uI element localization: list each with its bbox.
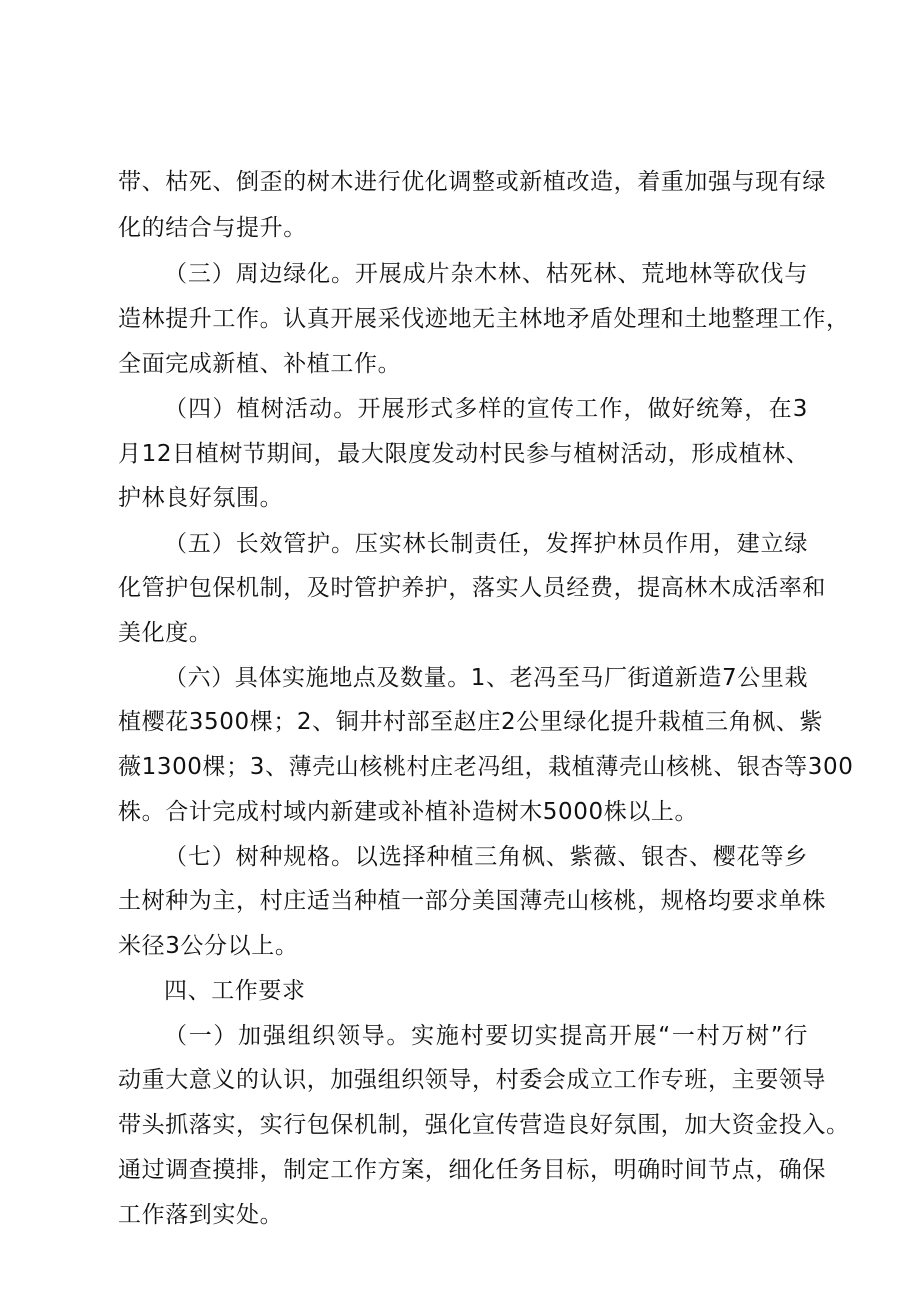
- text-line: 植樱花3500棵；2、铜井村部至赵庄2公里绿化提升栽植三角枫、紫: [118, 709, 823, 735]
- section-heading-6: （六）具体实施地点及数量。1、老冯至马厂街道新造7公里栽: [164, 665, 809, 691]
- text-line: 美化度。: [118, 620, 213, 646]
- text-line: 通过调查摸排，制定工作方案，细化任务目标，明确时间节点，确保: [118, 1157, 826, 1183]
- text-line: 护林良好氛围。: [118, 485, 284, 511]
- text-line: 全面完成新植、补植工作。: [118, 351, 402, 377]
- text-line: 月12日植树节期间，最大限度发动村民参与植树活动，形成植林、: [118, 441, 810, 467]
- section-heading-7: （七）树种规格。以选择种植三角枫、紫薇、银杏、樱花等乡: [164, 844, 808, 870]
- text-line: 化管护包保机制，及时管护养护，落实人员经费，提高林木成活率和: [118, 575, 826, 601]
- text-line: 株。合计完成村域内新建或补植补造树木5000株以上。: [118, 799, 699, 825]
- section-heading-3: （三）周边绿化。开展成片杂木林、枯死林、荒地林等砍伐与: [164, 261, 808, 287]
- section-heading-1: （一）加强组织领导。实施村要切实提高开展“一村万树”行: [164, 1023, 808, 1049]
- text-line: 动重大意义的认识，加强组织领导，村委会成立工作专班，主要领导: [118, 1067, 826, 1093]
- chapter-heading: 四、工作要求: [164, 978, 306, 1004]
- text-line: 土树种为主，村庄适当种植一部分美国薄壳山核桃，规格均要求单株: [118, 888, 826, 914]
- section-heading-4: （四）植树活动。开展形式多样的宣传工作，做好统筹，在3: [164, 396, 808, 422]
- text-line: 化的结合与提升。: [118, 215, 307, 241]
- text-line: 薇1300棵；3、薄壳山核桃村庄老冯组，栽植薄壳山核桃、银杏等300: [118, 754, 854, 780]
- text-line: 工作落到实处。: [118, 1202, 284, 1228]
- text-line: 带、枯死、倒歪的树木进行优化调整或新植改造，着重加强与现有绿: [118, 169, 826, 195]
- text-line: 米径3公分以上。: [118, 933, 299, 959]
- text-line: 带头抓落实，实行包保机制，强化宣传营造良好氛围，加大资金投入。: [118, 1112, 850, 1138]
- section-heading-5: （五）长效管护。压实林长制责任，发挥护林员作用，建立绿: [164, 531, 808, 557]
- text-line: 造林提升工作。认真开展采伐迹地无主林地矛盾处理和土地整理工作，: [118, 306, 850, 332]
